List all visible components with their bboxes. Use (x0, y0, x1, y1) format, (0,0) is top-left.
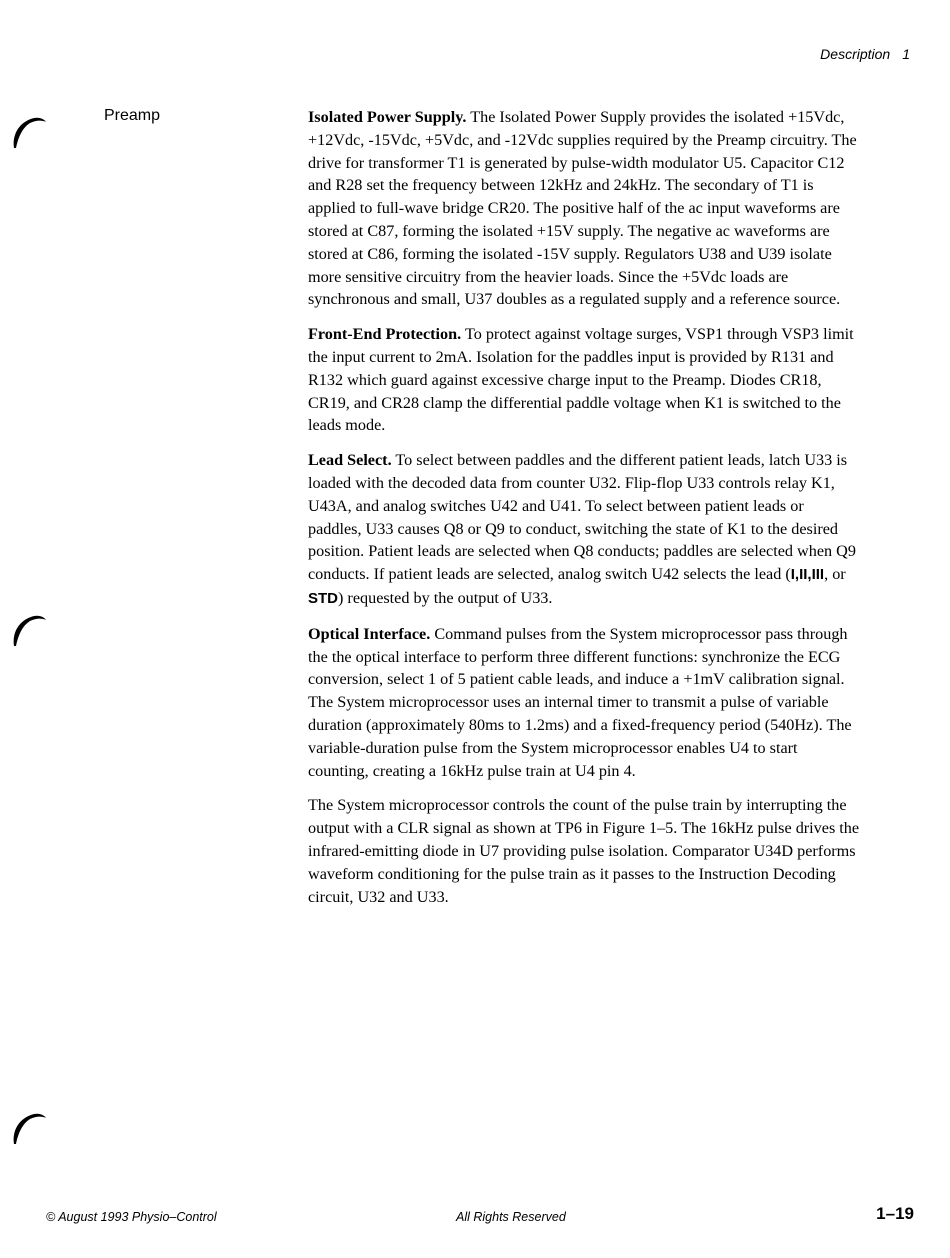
footer-rights: All Rights Reserved (456, 1210, 566, 1224)
binder-hole-icon (8, 1106, 52, 1150)
paragraph-text: , or (824, 565, 846, 584)
paragraph-optical-interface (308, 623, 860, 783)
paragraph-heading: Front-End Protection. (308, 325, 462, 344)
lead-std: STD (308, 589, 338, 607)
main-content (308, 106, 860, 920)
page-header (820, 46, 910, 62)
paragraph-text: Command pulses from the System microprocessor pass through the the optical interface to perform three different functions: synchronize the ECG conversion, select 1 of 5 patient cable leads, and induce a +1mV calibration signal. The System microprocessor uses an internal timer to transmit a pulse of variable duration (approximately 80ms to 1.2ms) and a fixed-frequency period (540Hz). The variable-duration pulse from the System microprocessor enables U4 to start counting, creating a 16kHz pulse train at U4 pin 4. (308, 624, 852, 780)
paragraph-heading: Lead Select. (308, 451, 392, 470)
paragraph-heading: Optical Interface. (308, 624, 431, 643)
paragraph-text: The Isolated Power Supply provides the isolated +15Vdc, +12Vdc, -15Vdc, +5Vdc, and -12Vdc supplies required by the Preamp circuitry. The drive for transformer T1 is generated by pulse-width modulator U5. Capacitor C12 and R28 set the frequency between 12kHz and 24kHz. The secondary of T1 is applied to full-wave bridge CR20. The positive half of the ac input waveforms are stored at C87, forming the isolated +15V supply. The negative ac waveforms are stored at C86, forming the isolated -15V supply. Regulators U38 and U39 isolate more sensitive circuitry from the heavier loads. Since the +5Vdc loads are synchronous and small, U37 doubles as a regulated supply and a reference source. (308, 108, 857, 309)
paragraph-isolated-power-supply (308, 106, 860, 311)
binder-hole-icon (8, 110, 52, 154)
footer-page-number: 1–19 (876, 1204, 914, 1223)
footer-copyright: © August 1993 Physio–Control (46, 1210, 217, 1224)
page-footer (0, 1204, 950, 1230)
header-page-number: 1 (902, 46, 910, 62)
paragraph-front-end-protection (308, 323, 860, 437)
paragraph-text: To select between paddles and the different patient leads, latch U33 is loaded with the decoded data from counter U32. Flip-flop U33 controls relay K1, U43A, and analog switches U42 and U41. To select between patient leads or paddles, U33 causes Q8 or Q9 to conduct, switching the state of K1 to the desired position. Patient leads are selected when Q8 conducts; paddles are selected when Q9 conducts. If patient leads are selected, analog switch U42 selects the lead ( (308, 451, 856, 584)
paragraph-lead-select (308, 449, 860, 611)
paragraph-pulse-train (308, 794, 860, 908)
header-section: Description (820, 46, 891, 62)
paragraph-text: The System microprocessor controls the count of the pulse train by interrupting the output with a CLR signal as shown at TP6 in Figure 1–5. The 16kHz pulse drives the infrared-emitting diode in U7 providing pulse isolation. Comparator U34D performs waveform conditioning for the pulse train as it passes to the Instruction Decoding circuit, U32 and U33. (308, 796, 860, 906)
section-label: Preamp (104, 107, 161, 124)
paragraph-text: To protect against voltage surges, VSP1 through VSP3 limit the input current to 2mA. Isolation for the paddles input is provided by R131 and R132 which guard against excessive charge input to the Preamp. Diodes CR18, CR19, and CR28 clamp the differential paddle voltage when K1 is switched to the leads mode. (308, 325, 854, 435)
paragraph-text: ) requested by the output of U33. (338, 588, 553, 607)
lead-names: I,II,III (790, 566, 825, 584)
binder-hole-icon (8, 608, 52, 652)
paragraph-heading: Isolated Power Supply. (308, 108, 467, 126)
